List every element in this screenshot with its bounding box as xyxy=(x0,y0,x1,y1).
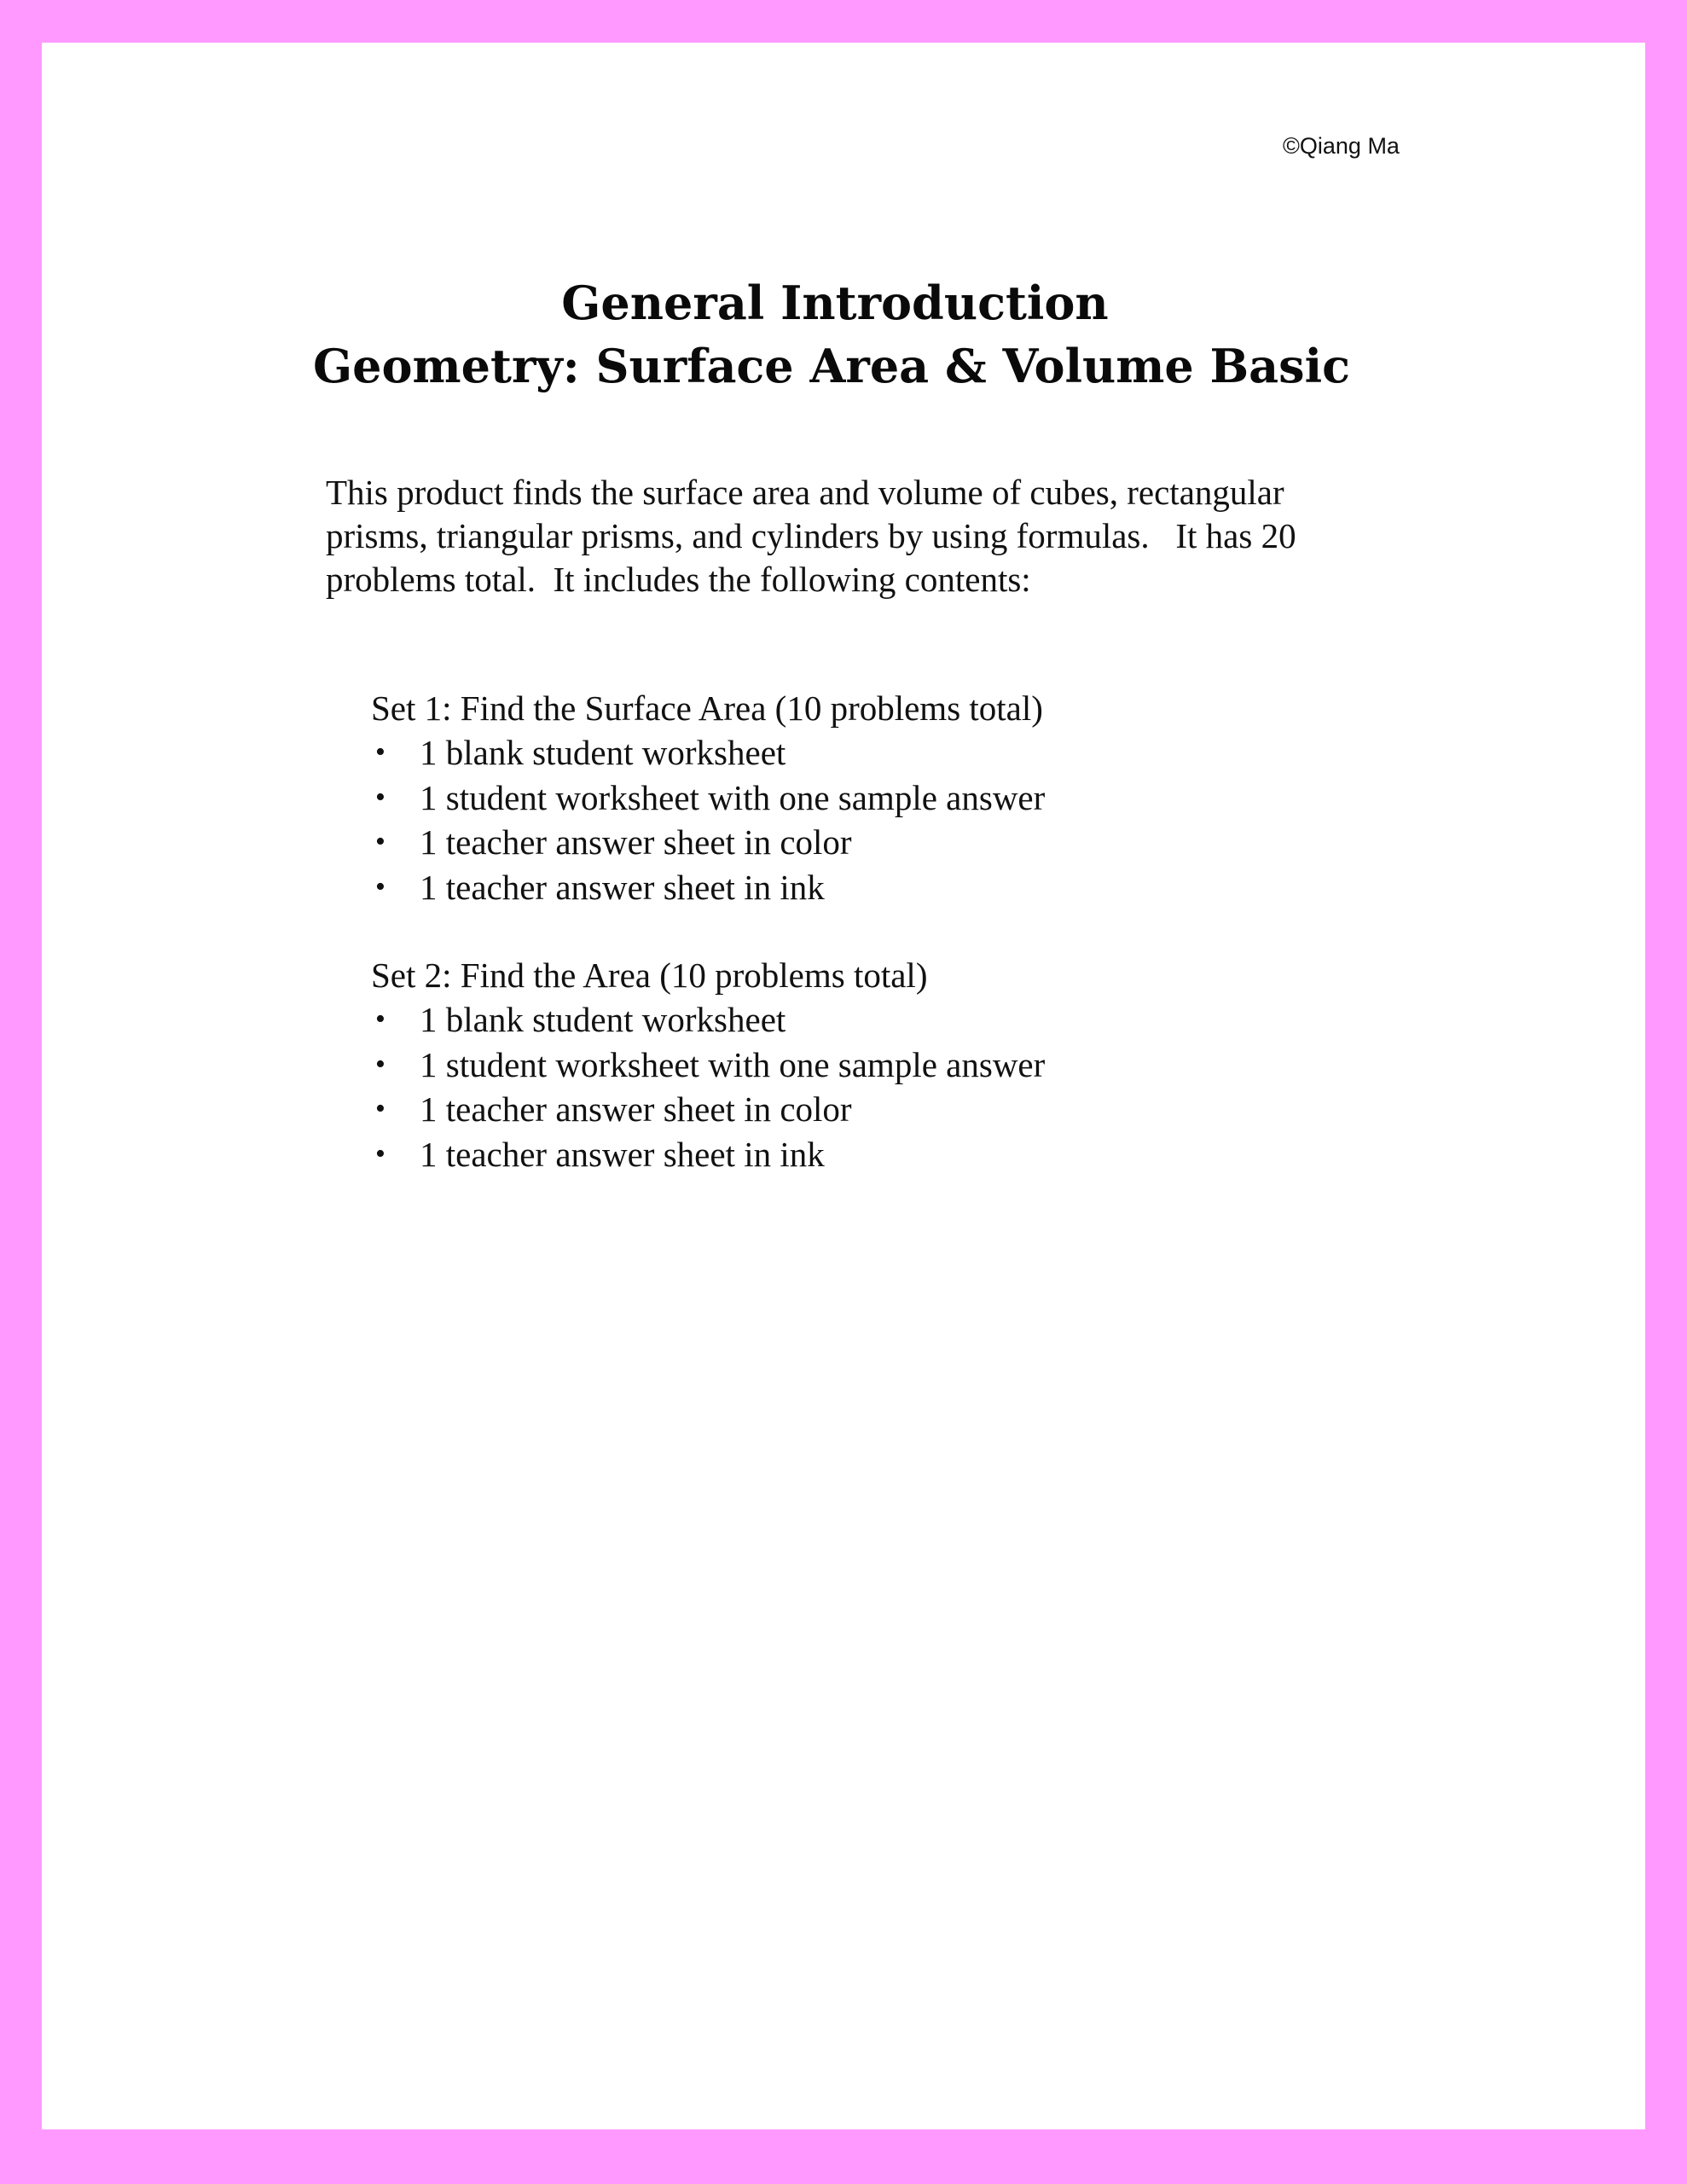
bullet-icon: • xyxy=(375,871,386,903)
list-item-label: 1 student worksheet with one sample answer xyxy=(420,1044,1046,1084)
list-item-label: 1 teacher answer sheet in ink xyxy=(420,1135,825,1175)
bullet-icon: • xyxy=(375,1093,386,1125)
title-line-2: Geometry: Surface Area & Volume Basic xyxy=(313,339,1350,393)
page-title xyxy=(42,271,1645,398)
set-2-list xyxy=(371,997,1480,1177)
bullet-icon: • xyxy=(375,1138,386,1170)
document-page xyxy=(42,43,1645,2129)
list-item-label: 1 teacher answer sheet in color xyxy=(420,822,852,863)
copyright-notice: ©Qiang Ma xyxy=(1283,133,1400,159)
list-item-label: 1 teacher answer sheet in color xyxy=(420,1089,852,1130)
list-item xyxy=(371,865,1480,910)
set-2-heading: Set 2: Find the Area (10 problems total) xyxy=(371,956,928,995)
intro-line: problems total. It includes the following contents: xyxy=(326,560,1031,599)
set-2-section xyxy=(371,953,1480,1177)
intro-paragraph xyxy=(326,471,1520,601)
title-line-1: General Introduction xyxy=(561,276,1109,330)
list-item-label: 1 blank student worksheet xyxy=(420,1000,786,1039)
set-1-heading: Set 1: Find the Surface Area (10 problems total) xyxy=(371,688,1043,728)
bullet-icon: • xyxy=(375,1003,386,1035)
intro-line: prisms, triangular prisms, and cylinders by using formulas. It has 20 xyxy=(326,516,1296,555)
set-1-section xyxy=(371,686,1480,910)
bullet-icon: • xyxy=(375,826,386,858)
bullet-icon: • xyxy=(375,781,386,813)
intro-line: This product finds the surface area and volume of cubes, rectangular xyxy=(326,473,1284,512)
set-1-list xyxy=(371,730,1480,910)
list-item xyxy=(371,1132,1480,1177)
list-item xyxy=(371,820,1480,865)
list-item xyxy=(371,997,1480,1043)
bullet-icon: • xyxy=(375,736,386,768)
list-item-label: 1 student worksheet with one sample answer xyxy=(420,777,1046,817)
list-item-label: 1 teacher answer sheet in ink xyxy=(420,868,825,908)
list-item xyxy=(371,730,1480,775)
list-item xyxy=(371,775,1480,821)
list-item xyxy=(371,1087,1480,1132)
list-item-label: 1 blank student worksheet xyxy=(420,733,786,772)
list-item xyxy=(371,1043,1480,1088)
bullet-icon: • xyxy=(375,1048,386,1080)
